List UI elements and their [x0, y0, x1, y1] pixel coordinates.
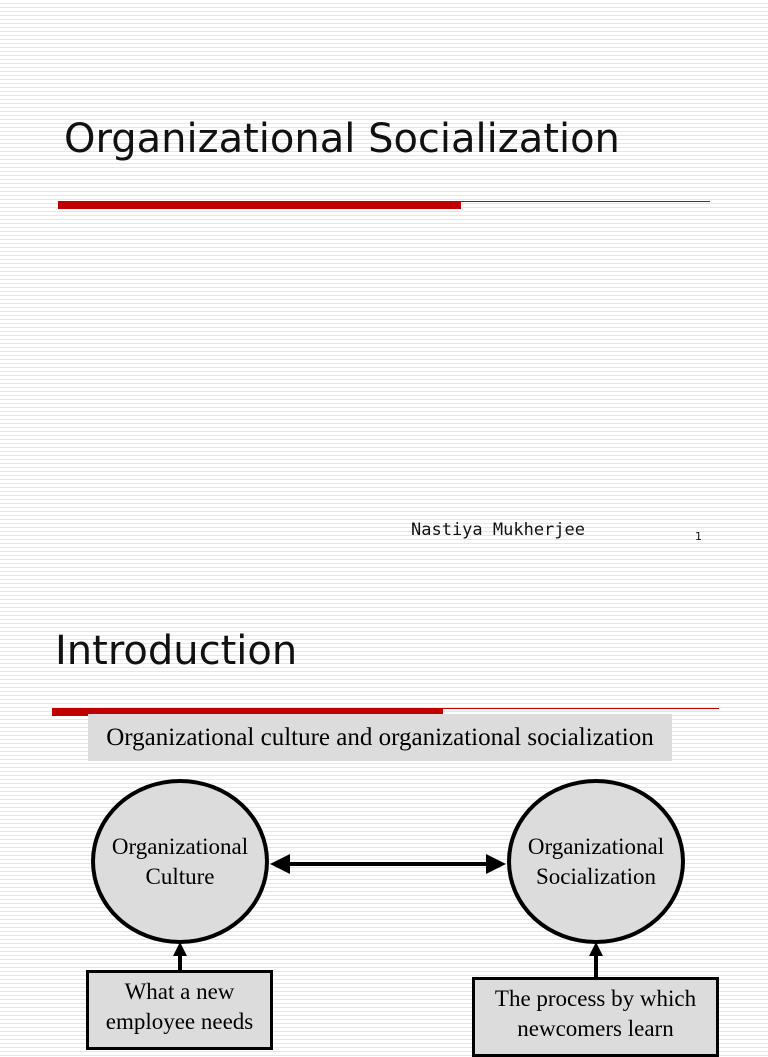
arrowhead-left: [270, 854, 290, 874]
box-label-line1: The process by which: [494, 986, 697, 1011]
page-number: 1: [695, 530, 702, 543]
introduction-slide: [0, 600, 768, 1041]
arrowhead-right: [486, 854, 506, 874]
slide-title: Organizational Socialization: [64, 116, 620, 162]
box-label-line1: What a new: [124, 979, 235, 1004]
socialization-process-box: [472, 977, 719, 1057]
title-underline-thin: [461, 201, 710, 202]
organizational-socialization-circle: [507, 779, 685, 944]
left-up-arrowhead: [173, 942, 187, 956]
organizational-culture-circle: [91, 779, 269, 944]
circle-label-line2: Culture: [145, 863, 215, 889]
circle-label-line1: Organizational: [527, 833, 665, 859]
slide-title: Introduction: [55, 628, 298, 674]
title-underline-thick: [58, 201, 461, 209]
circle-label-line1: Organizational: [111, 833, 249, 859]
author-name: Nastiya Mukherjee: [411, 520, 585, 540]
subtitle-box: Organizational culture and organizational socialization: [88, 714, 672, 761]
box-label-line2: employee needs: [105, 1009, 254, 1034]
box-label-line2: newcomers learn: [517, 1016, 674, 1041]
right-up-arrowhead: [589, 942, 603, 956]
circle-label-line2: Socialization: [535, 863, 657, 889]
new-employee-needs-box: [86, 970, 273, 1050]
